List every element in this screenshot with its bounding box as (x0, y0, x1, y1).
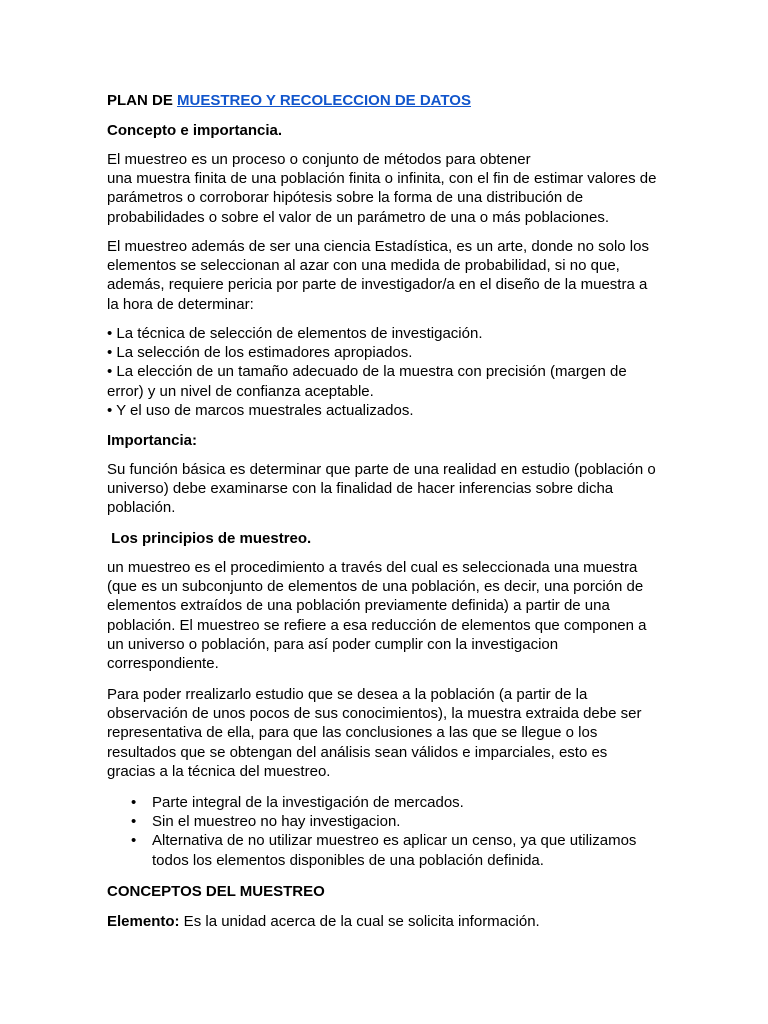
bullet-list-muestreo (107, 793, 667, 870)
heading-concepto: Concepto e importancia. (107, 122, 283, 139)
text-line: una muestra finita de una población finita o infinita, con el fin de estimar valores de (107, 170, 657, 188)
list-item-text: Parte integral de la investigación de mercados. (152, 794, 464, 811)
text-line: población. El muestreo se refiere a esa reducción de elementos que componen a (107, 616, 647, 634)
list-item (107, 812, 667, 831)
list-item (107, 831, 667, 869)
bullet-item: error) y un nivel de confianza aceptable. (107, 382, 374, 400)
paragraph-elemento (107, 912, 667, 931)
text-line: probabilidades o sobre el valor de un parámetro de una o más poblaciones. (107, 208, 609, 226)
text-line: parámetros o corroborar hipótesis sobre la forma de una distribución de (107, 189, 584, 207)
text-line: Para poder rrealizarlo estudio que se desea a la población (a partir de la (107, 686, 588, 703)
bullet-item: • La técnica de selección de elementos de investigación. (107, 325, 483, 342)
bullet-item: • La selección de los estimadores apropiados. (107, 344, 413, 362)
text-line: Su función básica es determinar que parte de una realidad en estudio (población o (107, 461, 656, 478)
bullet-list-determinar (107, 324, 667, 420)
text-line: elementos extraídos de una población previamente definida) a partir de una (107, 597, 610, 615)
text-line: universo) debe examinarse con la finalidad de hacer inferencias sobre dicha (107, 480, 614, 498)
text-line: resultados que se obtengan del análisis sean válidos e imparciales, esto es (107, 743, 608, 761)
elemento-text: Es la unidad acerca de la cual se solicita información. (179, 913, 540, 930)
list-item-text: Alternativa de no utilizar muestreo es aplicar un censo, ya que utilizamos (152, 832, 637, 850)
heading-importancia: Importancia: (107, 432, 198, 449)
text-line: (que es un subconjunto de elementos de una población, es decir, una porción de (107, 578, 644, 596)
text-line: elementos se seleccionan al azar con una medida de probabilidad, si no que, (107, 257, 620, 275)
list-item (107, 793, 667, 812)
title-prefix: PLAN DE (107, 92, 178, 109)
paragraph-definicion (107, 150, 667, 227)
text-line: la hora de determinar: (107, 295, 254, 313)
text-line: observación de unos pocos de sus conocimientos), la muestra extraida debe ser (107, 705, 642, 723)
text-line: además, requiere pericia por parte de investigador/a en el diseño de la muestra a (107, 276, 648, 294)
paragraph-arte (107, 237, 667, 314)
bullet-item: • Y el uso de marcos muestrales actualizados. (107, 401, 414, 419)
text-line: correspondiente. (107, 655, 219, 673)
paragraph-representativa (107, 685, 667, 781)
text-line: El muestreo además de ser una ciencia Estadística, es un arte, donde no solo los (107, 238, 649, 255)
title-link[interactable]: MUESTREO Y RECOLECCION DE DATOS (177, 92, 471, 109)
text-line: gracias a la técnica del muestreo. (107, 762, 331, 780)
text-line: El muestreo es un proceso o conjunto de métodos para obtener (107, 151, 531, 168)
text-line: un muestreo es el procedimiento a través del cual es seleccionada una muestra (107, 559, 638, 576)
elemento-label: Elemento: (107, 913, 180, 930)
text-line: un universo o población, para así poder cumplir con la investigacion (107, 635, 559, 653)
paragraph-importancia (107, 460, 667, 518)
paragraph-procedimiento (107, 558, 667, 673)
text-line: representativa de ella, para que las conclusiones a las que se llegue o los (107, 724, 598, 742)
heading-principios: Los principios de muestreo. (107, 530, 312, 547)
page-title (107, 91, 667, 110)
list-item-text: Sin el muestreo no hay investigacion. (152, 813, 401, 831)
heading-conceptos: CONCEPTOS DEL MUESTREO (107, 883, 325, 900)
text-line: población. (107, 499, 176, 517)
list-item-text: todos los elementos disponibles de una población definida. (152, 851, 544, 869)
bullet-item: • La elección de un tamaño adecuado de la muestra con precisión (margen de (107, 363, 627, 381)
